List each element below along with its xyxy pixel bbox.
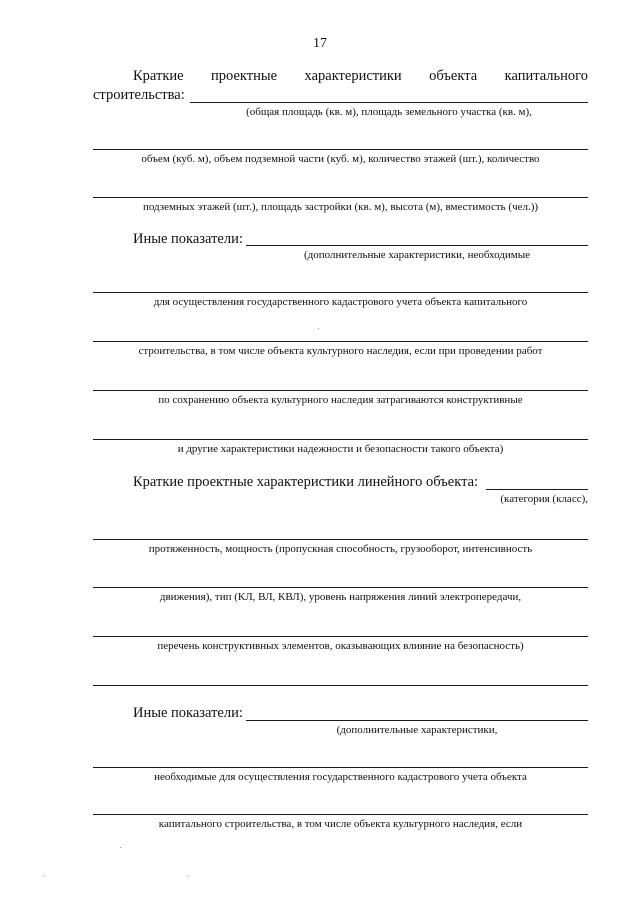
other-indicators-label: Иные показатели: <box>133 705 243 721</box>
scan-speck <box>318 328 319 329</box>
capital-object-caption: (общая площадь (кв. м), площадь земельного участка (кв. м), <box>246 106 532 118</box>
linear-object-caption: перечень конструктивных элементов, оказывающих влияние на безопасность) <box>157 640 524 652</box>
fill-line[interactable] <box>93 539 588 540</box>
scan-speck <box>44 875 45 876</box>
fill-line[interactable] <box>93 587 588 588</box>
linear-object-fill-line[interactable] <box>486 489 588 490</box>
other-indicators-fill-line[interactable] <box>246 245 588 246</box>
heading-word: капитального <box>504 68 588 84</box>
scan-speck <box>120 847 121 848</box>
heading-word: характеристики <box>304 68 402 84</box>
capital-object-fill-line[interactable] <box>190 102 588 103</box>
capital-object-caption: объем (куб. м), объем подземной части (куб. м), количество этажей (шт.), количество <box>141 153 540 165</box>
linear-object-caption: движения), тип (КЛ, ВЛ, КВЛ), уровень напряжения линий электропередачи, <box>159 591 522 603</box>
capital-object-heading-cont: строительства: <box>93 87 185 103</box>
other-indicators-caption: (дополнительные характеристики, необходимые <box>304 249 530 261</box>
other-indicators-caption: капитального строительства, в том числе объекта культурного наследия, если <box>158 818 523 830</box>
other-indicators-label: Иные показатели: <box>133 231 243 247</box>
other-indicators-caption: необходимые для осуществления государственного кадастрового учета объекта <box>154 771 527 783</box>
page-number: 17 <box>313 36 327 51</box>
fill-line[interactable] <box>93 814 588 815</box>
fill-line[interactable] <box>93 636 588 637</box>
fill-line[interactable] <box>93 767 588 768</box>
linear-object-label: Краткие проектные характеристики линейного объекта: <box>133 474 479 490</box>
other-indicators-caption: по сохранению объекта культурного наследия затрагиваются конструктивные <box>158 394 523 406</box>
other-indicators-caption: (дополнительные характеристики, <box>336 724 498 736</box>
heading-word: проектные <box>211 68 278 84</box>
other-indicators-caption: для осуществления государственного кадастрового учета объекта капитального <box>153 296 528 308</box>
fill-line[interactable] <box>93 292 588 293</box>
fill-line[interactable] <box>93 341 588 342</box>
heading-word: Краткие <box>133 68 184 84</box>
other-indicators-fill-line[interactable] <box>246 720 588 721</box>
other-indicators-caption: строительства, в том числе объекта культурного наследия, если при проведении работ <box>138 345 543 357</box>
fill-line[interactable] <box>93 685 588 686</box>
other-indicators-caption: и другие характеристики надежности и безопасности такого объекта) <box>177 443 504 455</box>
linear-object-caption: протяженность, мощность (пропускная способность, грузооборот, интенсивность <box>148 543 533 555</box>
fill-line[interactable] <box>93 390 588 391</box>
capital-object-heading <box>133 68 588 85</box>
capital-object-caption: подземных этажей (шт.), площадь застройки (кв. м), высота (м), вместимость (чел.)) <box>142 201 539 213</box>
fill-line[interactable] <box>93 149 588 150</box>
fill-line[interactable] <box>93 197 588 198</box>
fill-line[interactable] <box>93 439 588 440</box>
scan-speck <box>188 876 189 877</box>
linear-object-caption: (категория (класс), <box>500 493 588 505</box>
heading-word: объекта <box>429 68 478 84</box>
